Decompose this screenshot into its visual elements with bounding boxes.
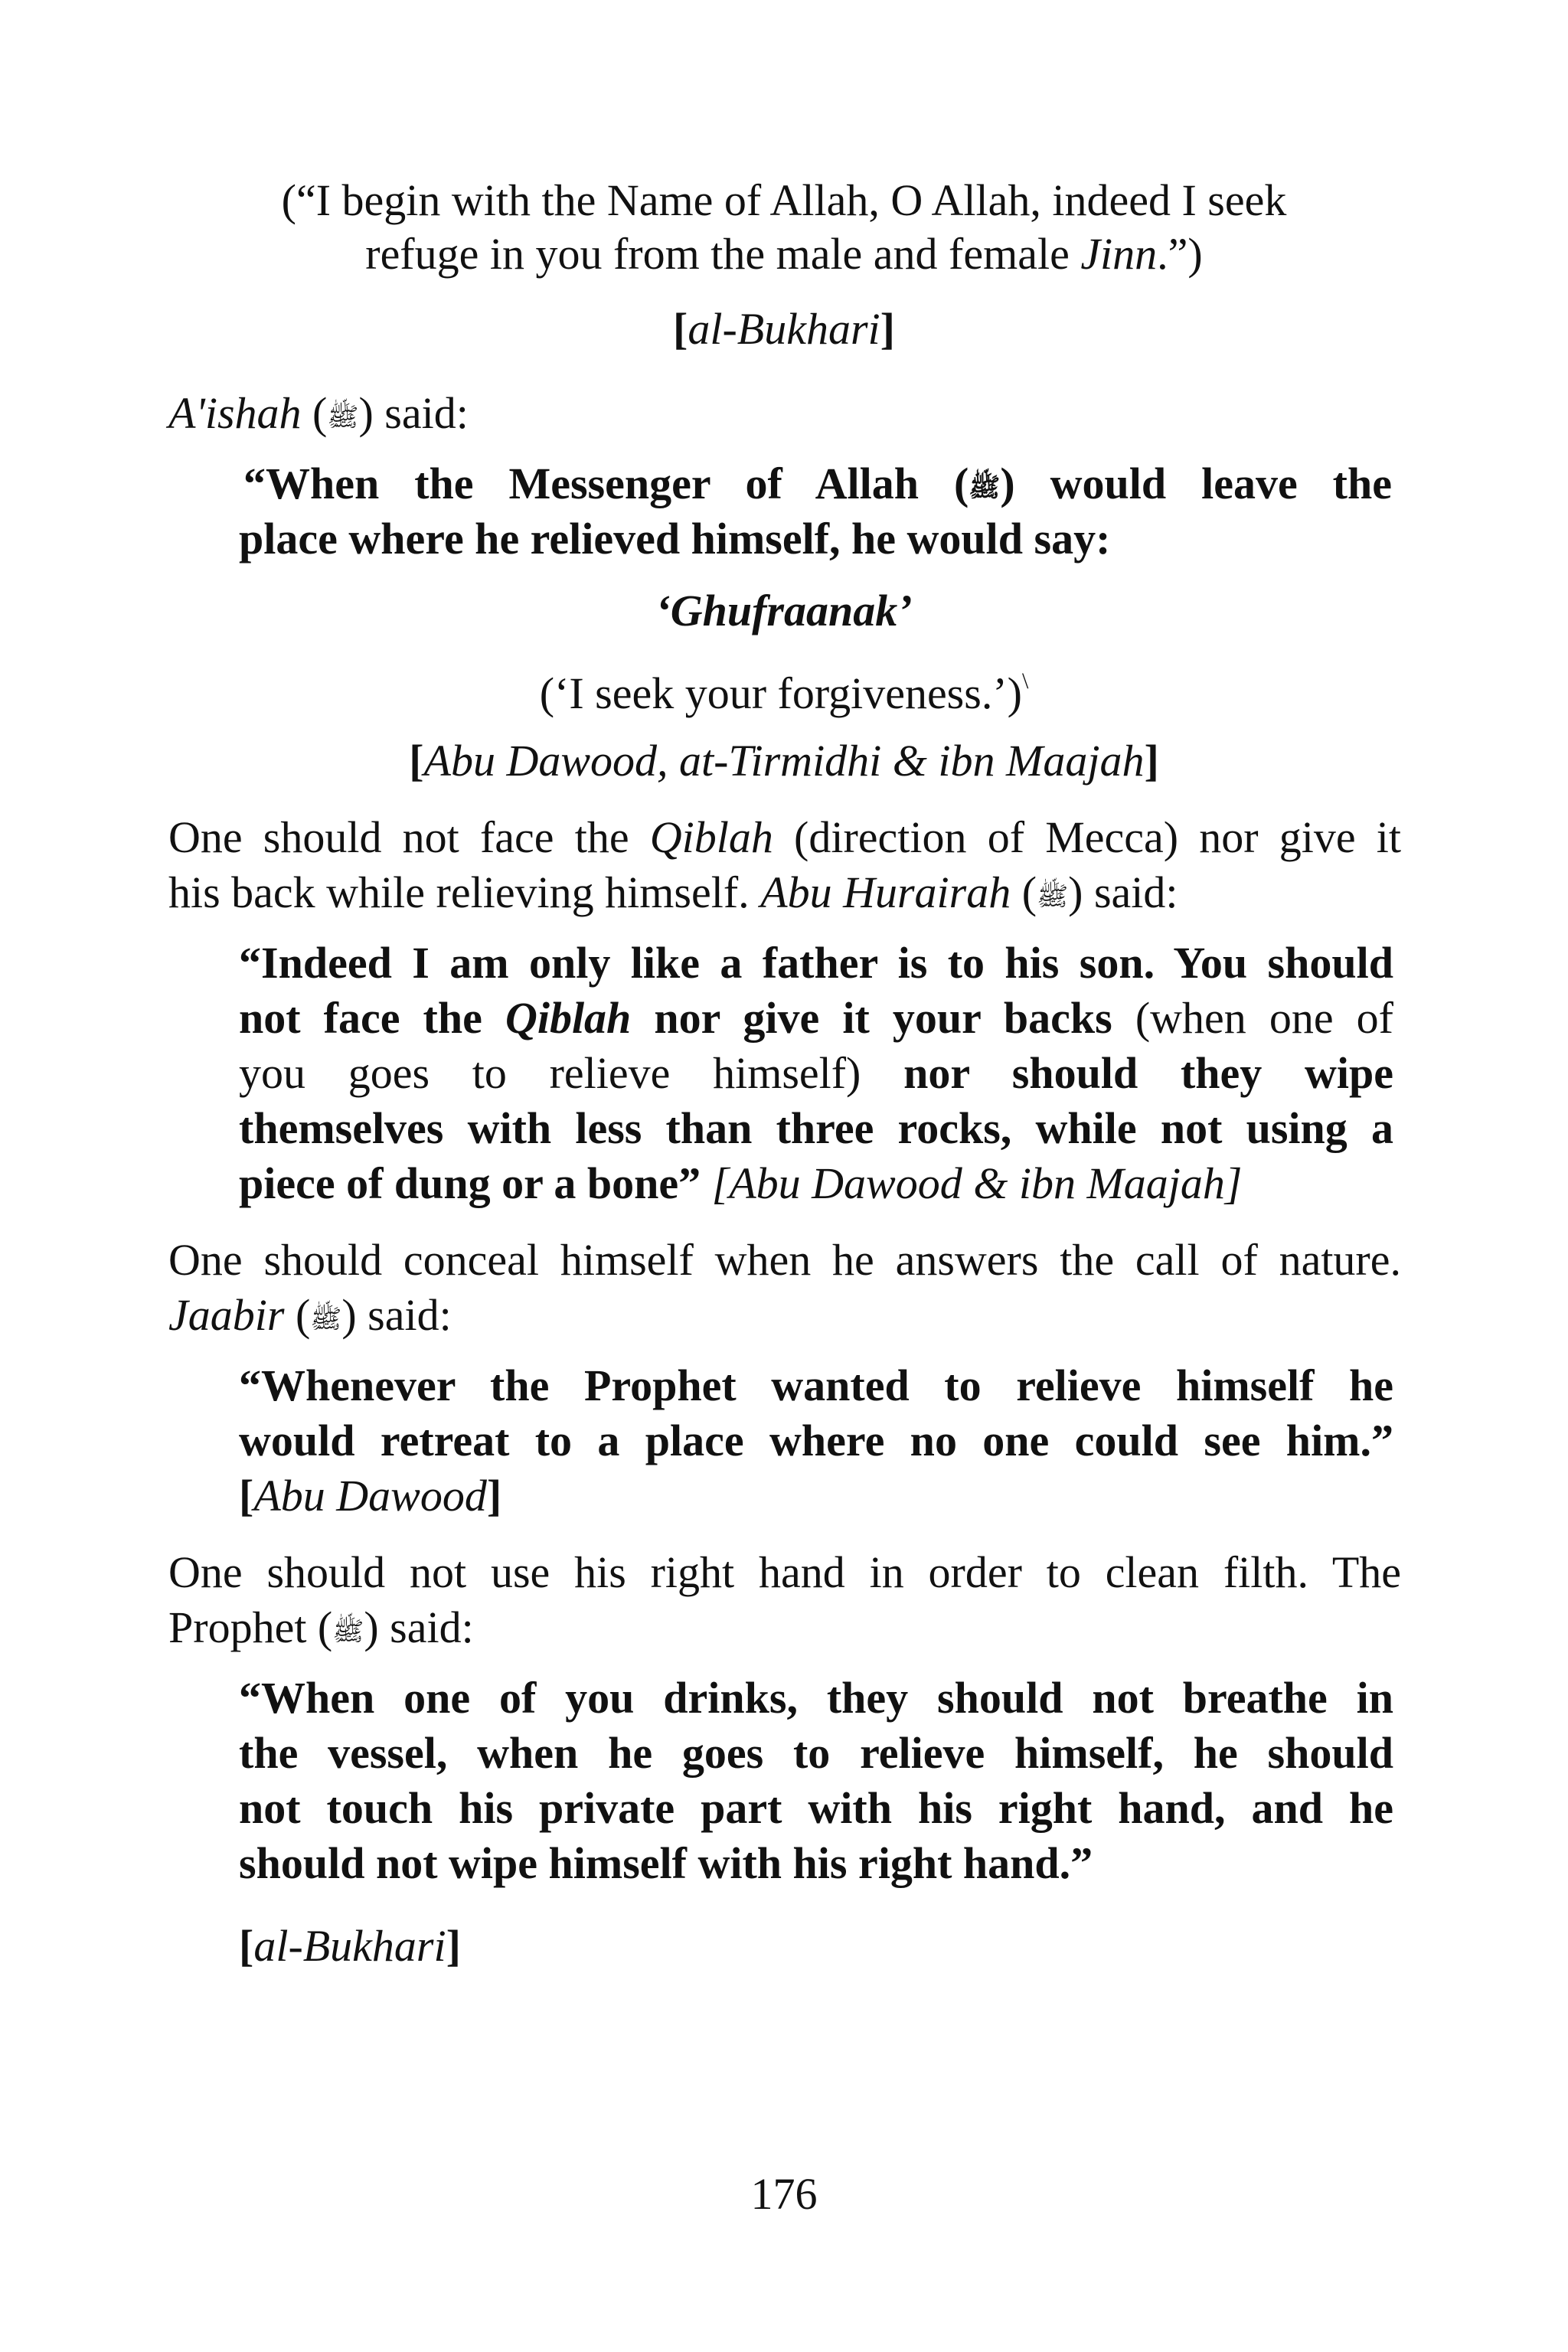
aishah-intro: A'ishah (ﷺ) said: (168, 388, 469, 438)
paragraph-qiblah-line-1: One should not face the Qiblah (direction of Mecca) nor give it (168, 812, 1401, 862)
hadith-quote-2-line-3: you goes to relieve himself) nor should they wipe (239, 1048, 1393, 1098)
reference-bukhari-1: [al-Bukhari] (673, 304, 895, 354)
hadith-quote-2-line-2: not face the Qiblah nor give it your backs (when one of (239, 993, 1393, 1043)
reference-bukhari-2: [al-Bukhari] (239, 1921, 461, 1971)
reference-abu-dawood-tirmidhi: [Abu Dawood, at-Tirmidhi & ibn Maajah] (409, 736, 1159, 786)
hadith-quote-4-line-4: should not wipe himself with his right hand.” (239, 1838, 1093, 1888)
paragraph-right-hand-line-1: One should not use his right hand in order to clean filth. The (168, 1547, 1401, 1597)
hadith-quote-1-line-1: “When the Messenger of Allah (ﷺ) would leave the (243, 459, 1392, 508)
dua-translation-line-1: (“I begin with the Name of Allah, O Allah, indeed I seek (281, 175, 1287, 225)
dua-translation-line-2: refuge in you from the male and female Jinn.”) (365, 229, 1203, 279)
paragraph-right-hand-line-2: Prophet (ﷺ) said: (168, 1602, 474, 1652)
forgiveness-translation: (‘I seek your forgiveness.’)\ (539, 668, 1029, 718)
hadith-quote-4-line-3: not touch his private part with his right hand, and he (239, 1783, 1393, 1833)
hadith-quote-2-line-1: “Indeed I am only like a father is to his son. You should (239, 938, 1393, 988)
honorific-icon: ﷺ (327, 402, 359, 433)
hadith-quote-4-line-2: the vessel, when he goes to relieve himself, he should (239, 1728, 1393, 1778)
paragraph-conceal-line-2: Jaabir (ﷺ) said: (168, 1290, 452, 1340)
footnote-marker: \ (1021, 668, 1029, 694)
reference-abu-dawood: [Abu Dawood] (239, 1471, 502, 1521)
ghufraanak: ‘Ghufraanak’ (655, 586, 913, 635)
hadith-quote-3-line-2: would retreat to a place where no one could see him.” (239, 1416, 1393, 1465)
honorific-icon: ﷺ (1037, 881, 1069, 912)
hadith-quote-4-line-1: “When one of you drinks, they should not breathe in (239, 1673, 1393, 1723)
hadith-quote-1-line-2: place where he relieved himself, he would say: (239, 514, 1111, 564)
honorific-icon: ﷺ (310, 1304, 342, 1334)
hadith-quote-2-line-4: themselves with less than three rocks, while not using a (239, 1103, 1393, 1153)
honorific-icon: ﷺ (969, 472, 1001, 503)
hadith-quote-3-line-1: “Whenever the Prophet wanted to relieve himself he (239, 1361, 1393, 1410)
paragraph-conceal-line-1: One should conceal himself when he answers the call of nature. (168, 1235, 1401, 1285)
honorific-icon: ﷺ (332, 1616, 364, 1647)
hadith-quote-2-line-5: piece of dung or a bone” [Abu Dawood & ibn Maajah] (239, 1158, 1243, 1208)
page-number: 176 (750, 2169, 818, 2219)
paragraph-qiblah-line-2: his back while relieving himself. Abu Hurairah (ﷺ) said: (168, 867, 1178, 917)
